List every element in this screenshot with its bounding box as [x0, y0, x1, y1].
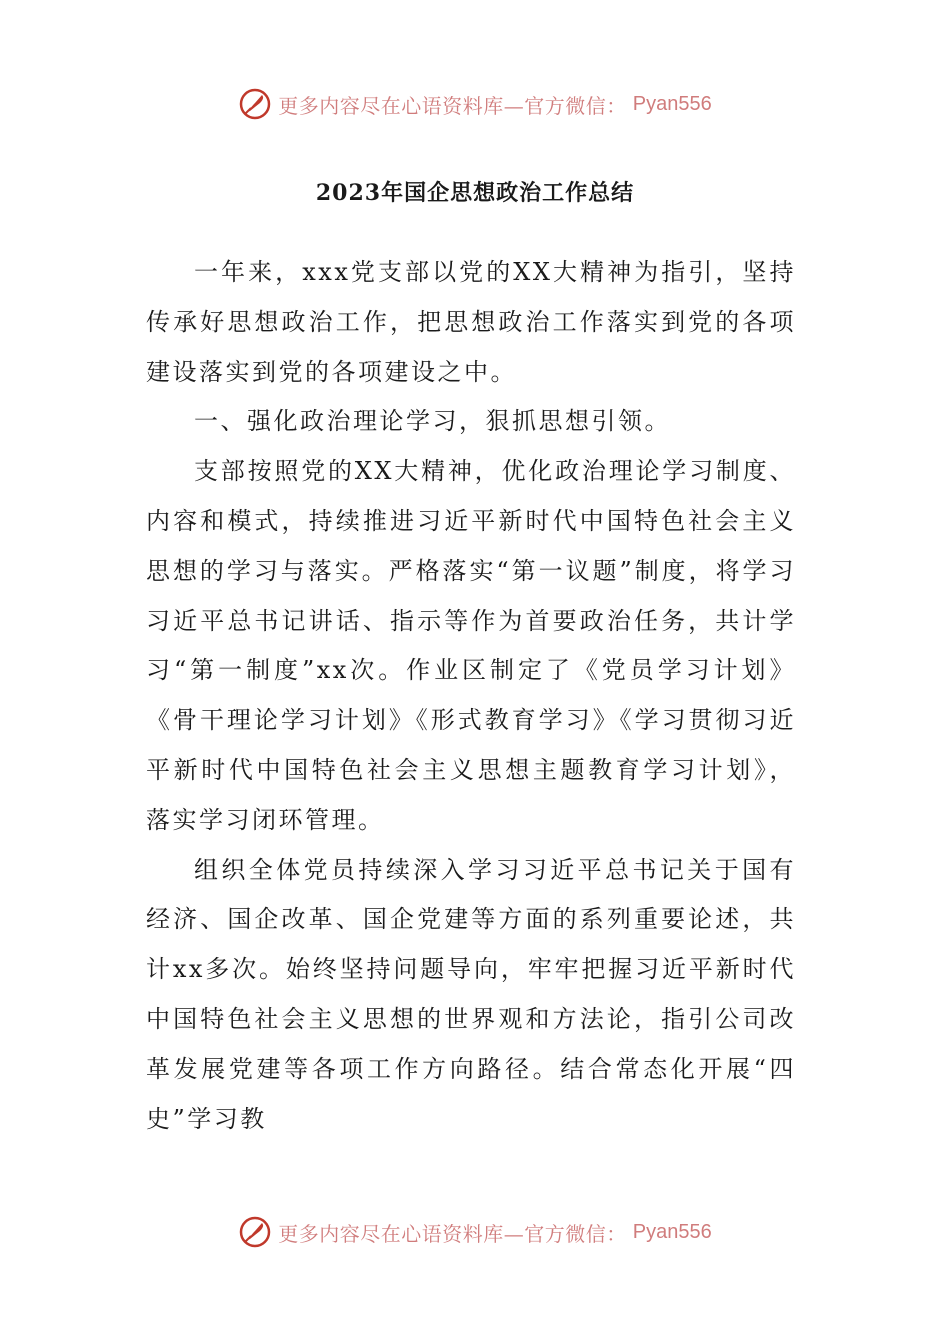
section-heading: 一、强化政治理论学习，狠抓思想引领。: [194, 407, 671, 436]
header-watermark: [0, 84, 950, 124]
document-title: 2023年国企思想政治工作总结: [315, 180, 635, 206]
watermark-text: 更多内容尽在心语资料库—官方微信：: [278, 1221, 627, 1246]
feather-pen-icon: [238, 1215, 272, 1249]
paragraph-study: 支部按照党的XX大精神，优化政治理论学习制度、内容和模式，持续推进习近平新时代中国特色社会主义思想的学习与落实。严格落实“第一议题”制度，将学习习近平总书记讲话、指示等作为首要政治任务，共计学习“第一制度”xx次。作业区制定了《党员学习计划》《骨干理论学习计划》《形式教育学习》《学习贯彻习近平新时代中国特色社会主义思想主题教育学习计划》，落实学习闭环管理。: [146, 457, 796, 834]
watermark-text: 更多内容尽在心语资料库—官方微信：: [278, 93, 627, 118]
watermark-wechat-id: Pyan556: [632, 1220, 712, 1243]
feather-pen-icon: [238, 87, 272, 121]
paragraph-intro: 一年来，xxx党支部以党的XX大精神为指引，坚持传承好思想政治工作，把思想政治工作落实到党的各项建设落实到党的各项建设之中。: [146, 258, 796, 386]
footer-watermark: [0, 1212, 950, 1252]
document-body: [146, 248, 796, 1144]
paragraph-organize: 组织全体党员持续深入学习习近平总书记关于国有经济、国企改革、国企党建等方面的系列重要论述，共计xx多次。始终坚持问题导向，牢牢把握习近平新时代中国特色社会主义思想的世界观和方法论，指引公司改革发展党建等各项工作方向路径。结合常态化开展“四史”学习教: [146, 855, 796, 1133]
watermark-wechat-id: Pyan556: [632, 92, 712, 115]
